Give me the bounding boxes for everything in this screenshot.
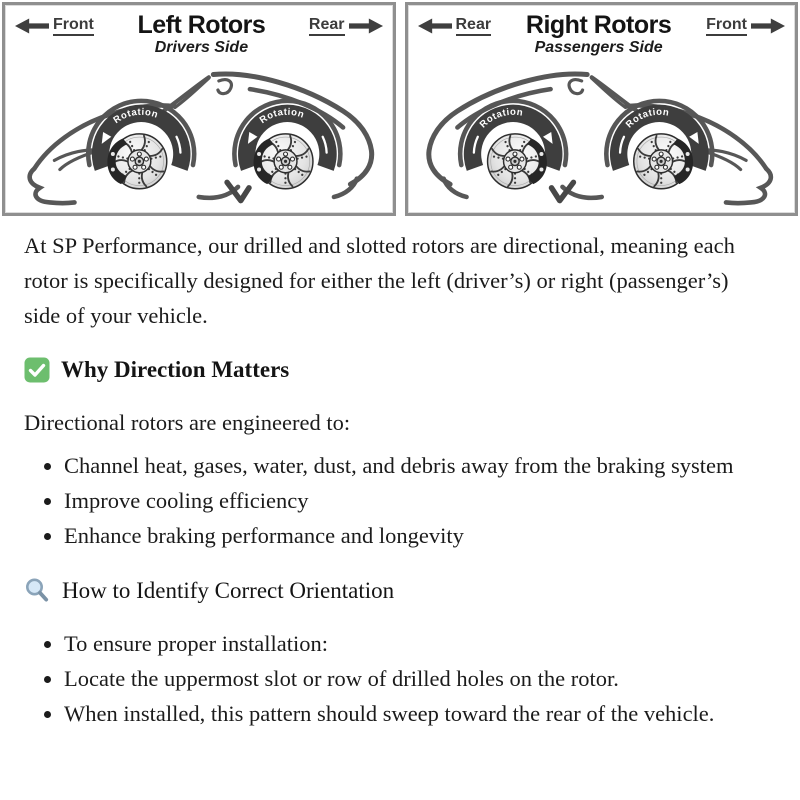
left-arrow-icon	[15, 18, 49, 34]
bullet-item: • Channel heat, gases, water, dust, and debris away from the braking system	[64, 448, 740, 483]
bullet-item: • To ensure proper installation:	[64, 626, 740, 661]
bullet-item: • When installed, this pattern should sweep toward the rear of the vehicle.	[64, 696, 740, 731]
rear-rotation-label: Rotation	[257, 106, 306, 127]
rotor-orientation-diagram	[0, 0, 800, 216]
rear-rotation-label: Rotation	[477, 106, 524, 131]
direction-label-text: Rear	[456, 16, 492, 36]
front-direction-label	[15, 16, 94, 36]
right-arrow-icon	[751, 18, 785, 34]
right-panel-title-block	[491, 12, 706, 57]
right-car-illustration	[408, 59, 796, 207]
left-panel-title-block	[94, 12, 309, 57]
heading-text: Why Direction Matters	[61, 357, 290, 382]
bullet-item: • Improve cooling efficiency	[64, 483, 740, 518]
intro-paragraph: At SP Performance, our drilled and slotted rotors are directional, meaning each rotor is specifically designed for either the left (driver’s) or right (passenger’s) side of your vehicle.	[24, 233, 735, 328]
article	[0, 216, 800, 779]
left-rotors-panel	[2, 2, 396, 216]
panel-subtitle: Passengers Side	[534, 39, 663, 57]
front-direction-label	[706, 16, 785, 36]
bullet-item: • Enhance braking performance and longevity	[64, 518, 740, 553]
magnifying-glass-icon	[24, 577, 51, 604]
panel-title: Left Rotors	[137, 11, 266, 39]
left-arrow-icon	[418, 18, 452, 34]
bullet-item: • Locate the uppermost slot or row of drilled holes on the rotor.	[64, 661, 740, 696]
benefits-list	[24, 448, 740, 553]
direction-label-text: Front	[53, 16, 94, 36]
heading-text: How to Identify Correct Orientation	[62, 577, 395, 603]
direction-label-text: Rear	[309, 16, 345, 36]
check-mark-icon	[24, 357, 50, 383]
front-rotation-label: Rotation	[111, 106, 160, 127]
right-arrow-icon	[349, 18, 383, 34]
identify-orientation-heading	[24, 577, 776, 604]
direction-label-text: Front	[706, 16, 747, 36]
rear-direction-label	[309, 16, 383, 36]
left-car-illustration	[5, 59, 393, 207]
why-direction-matters-heading	[24, 357, 776, 383]
left-panel-header	[5, 5, 393, 57]
rear-direction-label	[418, 16, 492, 36]
engineered-lead-paragraph: Directional rotors are engineered to:	[24, 410, 351, 435]
installation-steps-list	[24, 626, 740, 731]
panel-title: Right Rotors	[525, 11, 672, 39]
right-panel-header	[408, 5, 796, 57]
right-rotors-panel	[405, 2, 799, 216]
front-rotation-label: Rotation	[623, 106, 670, 131]
panel-subtitle: Drivers Side	[154, 39, 249, 57]
